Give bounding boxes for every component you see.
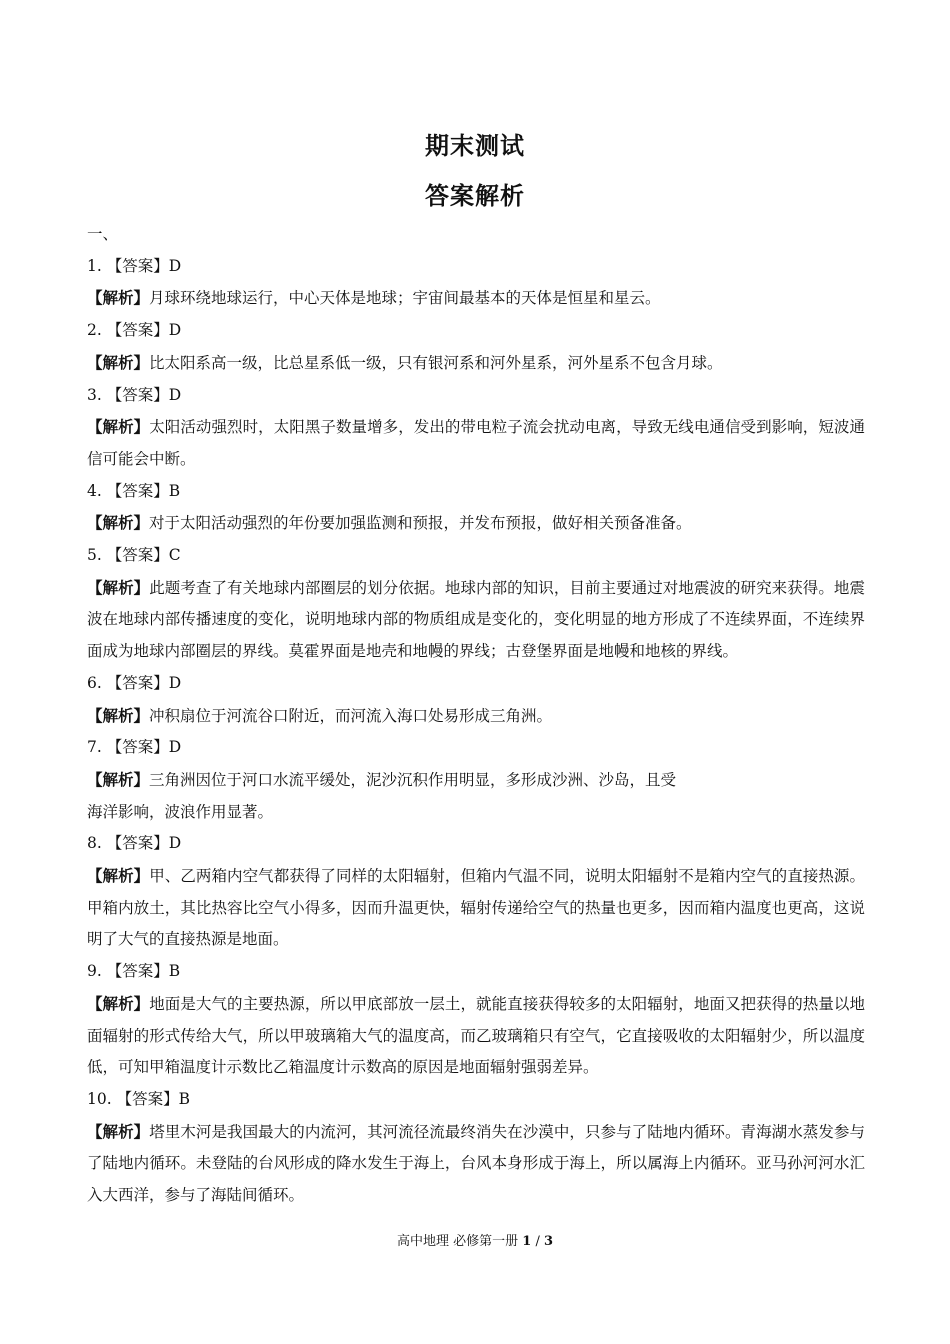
answer-list [87,219,865,1212]
analysis-tag: 【解析】 [87,288,150,308]
analysis-tag: 【解析】 [87,352,150,372]
analysis-text: 【解析】对于太阳活动强烈的年份要加强监测和预报，并发布预报，做好相关预备准备。 [87,513,692,533]
answer-label: 9. 【答案】B [87,962,181,981]
analysis-text: 【解析】三角洲因位于河口水流平缓处，泥沙沉积作用明显，多形成沙洲、沙岛，且受 [87,769,677,789]
analysis-tag: 【解析】 [87,417,150,437]
analysis-tag: 【解析】 [87,1121,150,1141]
analysis-tag: 【解析】 [87,993,150,1013]
document-subtitle: 答案解析 [425,182,525,210]
answer-label: 5. 【答案】C [87,546,181,565]
analysis-tag: 【解析】 [87,705,150,725]
page-footer [0,1230,950,1249]
page-number: 1 [522,1234,532,1249]
analysis-tag: 【解析】 [87,577,150,597]
answer-label: 8. 【答案】D [87,834,182,853]
analysis-text: 【解析】太阳活动强烈时，太阳黑子数量增多，发出的带电粒子流会扰动电离，导致无线电通信受到影响，短波通信可能会中断。 [87,417,865,468]
analysis-text: 【解析】月球环绕地球运行，中心天体是地球；宇宙间最基本的天体是恒星和星云。 [87,288,661,308]
analysis-text: 【解析】冲积扇位于河流谷口附近，而河流入海口处易形成三角洲。 [87,705,553,725]
answer-label: 10. 【答案】B [87,1089,190,1108]
analysis-tag: 【解析】 [87,866,150,886]
analysis-text: 【解析】甲、乙两箱内空气都获得了同样的太阳辐射，但箱内气温不同，说明太阳辐射不是箱内空气的直接热源。甲箱内放土，其比热容比空气小得多，因而升温更快，辐射传递给空气的热量也更多，因而箱内温度也更高，这说明了大气的直接热源是地面。 [87,866,865,949]
section-label: 一、 [87,225,119,243]
document-title: 期末测试 [425,132,525,160]
page-total: 3 [543,1234,554,1249]
analysis-text: 【解析】比太阳系高一级，比总星系低一级，只有银河系和河外星系，河外星系不包含月球。 [87,352,723,372]
answer-label: 3. 【答案】D [87,385,182,404]
analysis-text: 【解析】地面是大气的主要热源，所以甲底部放一层土，就能直接获得较多的太阳辐射，地面又把获得的热量以地面辐射的形式传给大气，所以甲玻璃箱大气的温度高，而乙玻璃箱只有空气，它直接吸收的太阳辐射少，所以温度低，可知甲箱温度计示数比乙箱温度计示数高的原因是地面辐射强弱差异。 [87,993,865,1077]
analysis-text: 【解析】此题考查了有关地球内部圈层的划分依据。地球内部的知识，目前主要通过对地震波的研究来获得。地震波在地球内部传播速度的变化，说明地球内部的物质组成是变化的，变化明显的地方形成了不连续界面，不连续界面成为地球内部圈层的界线。莫霍界面是地壳和地幔的界线；古登堡界面是地幔和地核的界线。 [87,577,865,661]
analysis-tag: 【解析】 [87,769,150,789]
answer-label: 2. 【答案】D [87,321,182,340]
analysis-text: 【解析】塔里木河是我国最大的内流河，其河流径流最终消失在沙漠中，只参与了陆地内循环。青海湖水蒸发参与了陆地内循环。未登陆的台风形成的降水发生于海上，台风本身形成于海上，所以属海上内循环。亚马孙河河水汇入大西洋，参与了海陆间循环。 [87,1121,865,1205]
answer-label: 6. 【答案】D [87,673,182,692]
analysis-tag: 【解析】 [87,513,150,533]
footer-text: 高中地理 必修第一册 [396,1234,519,1249]
answer-label: 7. 【答案】D [87,738,182,757]
answer-label: 4. 【答案】B [87,481,181,500]
answer-label: 1. 【答案】D [87,256,182,275]
page-separator: / [535,1234,540,1249]
analysis-text-continued: 海洋影响，波浪作用显著。 [87,802,274,821]
